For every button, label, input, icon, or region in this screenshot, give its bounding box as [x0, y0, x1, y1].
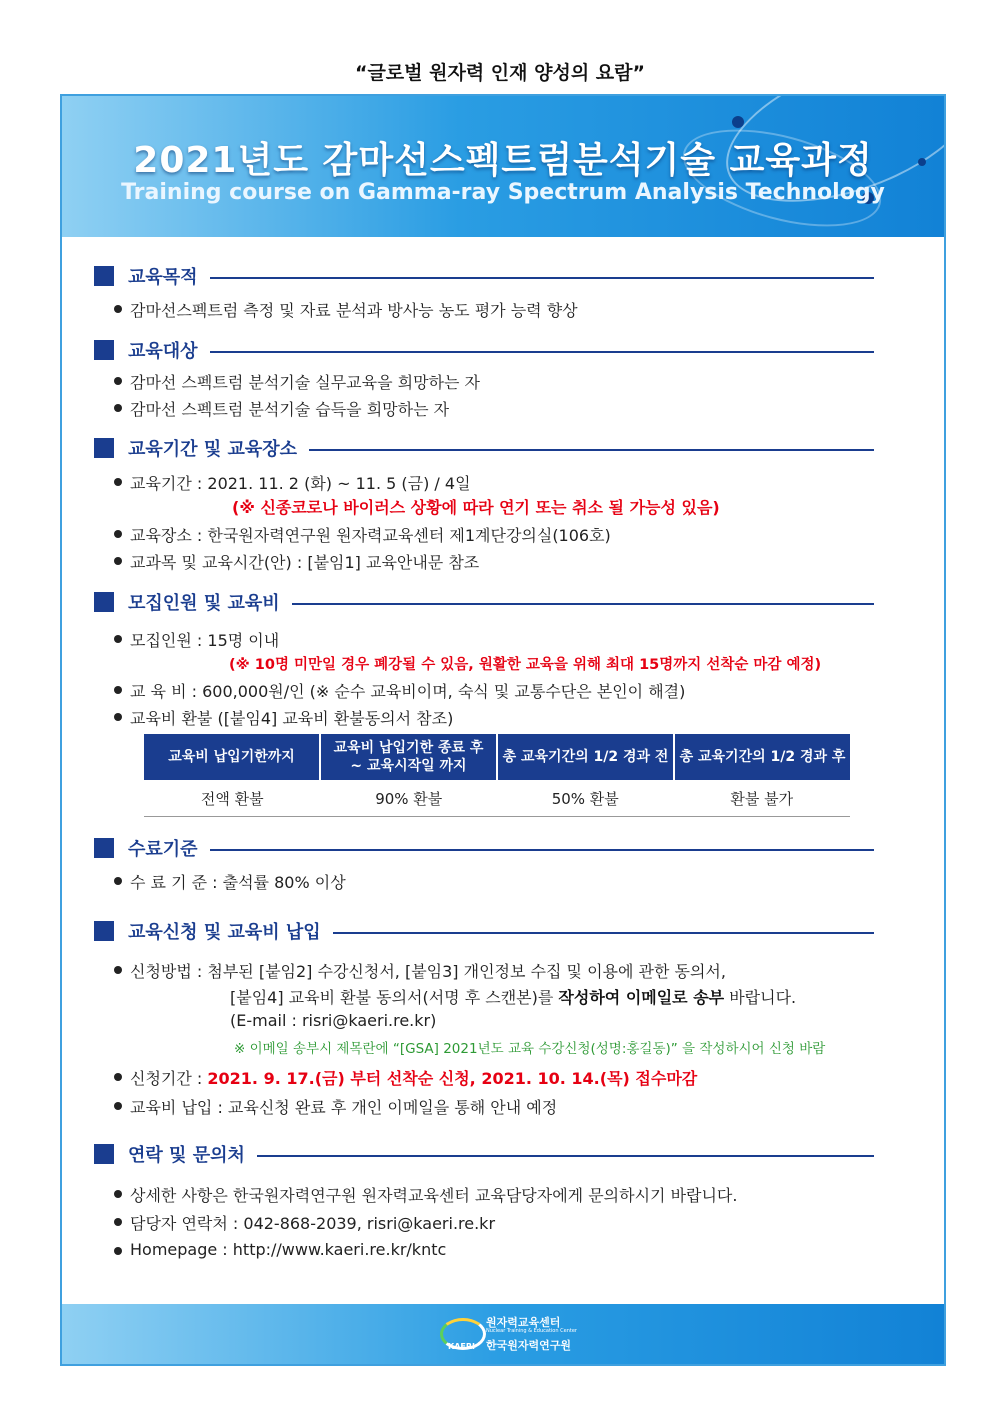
- square-bullet-icon: [94, 438, 114, 458]
- section-title: 교육기간 및 교육장소: [128, 435, 309, 461]
- section-title: 연락 및 문의처: [128, 1141, 257, 1167]
- table-header-text: 교육비 납입기한 종료 후: [333, 740, 484, 756]
- email-line: (E-mail : risri@kaeri.re.kr): [230, 1011, 437, 1030]
- apply-method-text: [붙임4] 교육비 환불 동의서(서명 후 스캔본)를: [230, 988, 559, 1007]
- apply-period-value: 2021. 9. 17.(금) 부터 선착순 신청, 2021. 10. 14.(목) 접수마감: [207, 1069, 698, 1088]
- section-header-recruit: [94, 589, 874, 613]
- header-banner: [62, 96, 944, 237]
- email-note: ※ 이메일 송부시 제목란에 “[GSA] 2021년도 교육 수강신청(성명:홍길동)” 을 작성하시어 신청 바람: [234, 1041, 826, 1057]
- square-bullet-icon: [94, 340, 114, 360]
- refund-line: 교육비 환불 ([붙임4] 교육비 환불동의서 참조): [130, 706, 453, 729]
- apply-method-text: 바랍니다.: [724, 988, 797, 1007]
- table-cell: 90% 환불: [375, 789, 443, 808]
- section-title: 모집인원 및 교육비: [128, 589, 292, 615]
- square-bullet-icon: [94, 1144, 114, 1164]
- apply-method-line2: [230, 985, 796, 1008]
- section-header-completion: [94, 835, 874, 859]
- headcount-line: 모집인원 : 15명 이내: [130, 628, 279, 651]
- target-item: 감마선 스펙트럼 분석기술 실무교육을 희망하는 자: [130, 370, 480, 393]
- footer-banner: [62, 1304, 944, 1364]
- place-line: 교육장소 : 한국원자력연구원 원자력교육센터 제1계단강의실(106호): [130, 523, 611, 546]
- table-row: [144, 780, 850, 817]
- tagline: “글로벌 원자력 인재 양성의 요람”: [354, 62, 646, 84]
- headcount-note: (※ 10명 미만일 경우 폐강될 수 있음, 원활한 교육을 위해 최대 15명까지 선착순 마감 예정): [229, 657, 822, 673]
- square-bullet-icon: [94, 266, 114, 286]
- apply-period-label: 신청기간 :: [130, 1069, 208, 1088]
- section-divider: [128, 351, 874, 353]
- logo-center-name: 원자력교육센터: [486, 1316, 561, 1329]
- table-header-cell: [321, 734, 498, 780]
- contact-item: 담당자 연락처 : 042-868-2039, risri@kaeri.re.kr: [130, 1211, 495, 1234]
- refund-table-header: [144, 734, 850, 780]
- section-header-target: [94, 337, 874, 361]
- period-line: 교육기간 : 2021. 11. 2 (화) ~ 11. 5 (금) / 4일: [130, 471, 471, 494]
- purpose-item: 감마선스펙트럼 측정 및 자료 분석과 방사능 농도 평가 능력 향상: [130, 298, 578, 321]
- target-item: 감마선 스펙트럼 분석기술 습득을 희망하는 자: [130, 397, 449, 420]
- apply-period-line: [130, 1066, 697, 1089]
- period-note: (※ 신종코로나 바이러스 상황에 따라 연기 또는 취소 될 가능성 있음): [232, 498, 720, 517]
- apply-method-line: 신청방법 : 첨부된 [붙임2] 수강신청서, [붙임3] 개인정보 수집 및 이용에 관한 동의서,: [130, 959, 726, 982]
- subject-line: 교과목 및 교육시간(안) : [붙임1] 교육안내문 참조: [130, 550, 479, 573]
- section-title: 교육대상: [128, 337, 210, 363]
- section-title: 수료기준: [128, 835, 210, 861]
- square-bullet-icon: [94, 921, 114, 941]
- table-header-cell: 교육비 납입기한까지: [144, 734, 321, 780]
- fee-line: 교 육 비 : 600,000원/인 (※ 순수 교육비이며, 숙식 및 교통수단은 본인이 해결): [130, 679, 685, 702]
- table-header-text: ~ 교육시작일 까지: [350, 758, 467, 774]
- table-cell: 50% 환불: [551, 789, 619, 808]
- section-header-purpose: [94, 263, 874, 287]
- square-bullet-icon: [94, 838, 114, 858]
- logo-kaeri-text: KAERI: [448, 1342, 475, 1351]
- section-header-period: [94, 435, 874, 459]
- section-header-apply: [94, 918, 874, 942]
- completion-line: 수 료 기 준 : 출석률 80% 이상: [130, 870, 346, 893]
- payment-line: 교육비 납입 : 교육신청 완료 후 개인 이메일을 통해 안내 예정: [130, 1095, 557, 1118]
- apply-method-emphasis: 작성하여 이메일로 송부: [558, 988, 725, 1007]
- section-title: 교육목적: [128, 263, 210, 289]
- section-header-contact: [94, 1141, 874, 1165]
- kaeri-logo: [440, 1312, 600, 1356]
- section-divider: [128, 277, 874, 279]
- atom-dot-icon: [732, 116, 744, 128]
- homepage-link[interactable]: Homepage : http://www.kaeri.re.kr/kntc: [130, 1240, 447, 1259]
- page-subtitle: Training course on Gamma-ray Spectrum Analysis Technology: [121, 180, 885, 205]
- logo-center-name-en: Nuclear Training & Education Center: [486, 1328, 577, 1334]
- section-title: 교육신청 및 교육비 납입: [128, 918, 333, 944]
- table-header-cell: 총 교육기간의 1/2 경과 후: [675, 734, 850, 780]
- logo-institute-name: 한국원자력연구원: [486, 1339, 572, 1352]
- square-bullet-icon: [94, 592, 114, 612]
- table-cell: 환불 불가: [730, 789, 794, 808]
- refund-table: [144, 734, 850, 817]
- section-divider: [128, 849, 874, 851]
- table-cell: 전액 환불: [200, 789, 264, 808]
- table-header-cell: 총 교육기간의 1/2 경과 전: [498, 734, 675, 780]
- page-title: 2021년도 감마선스펙트럼분석기술 교육과정: [133, 140, 873, 181]
- contact-item: 상세한 사항은 한국원자력연구원 원자력교육센터 교육담당자에게 문의하시기 바랍니다.: [130, 1183, 737, 1206]
